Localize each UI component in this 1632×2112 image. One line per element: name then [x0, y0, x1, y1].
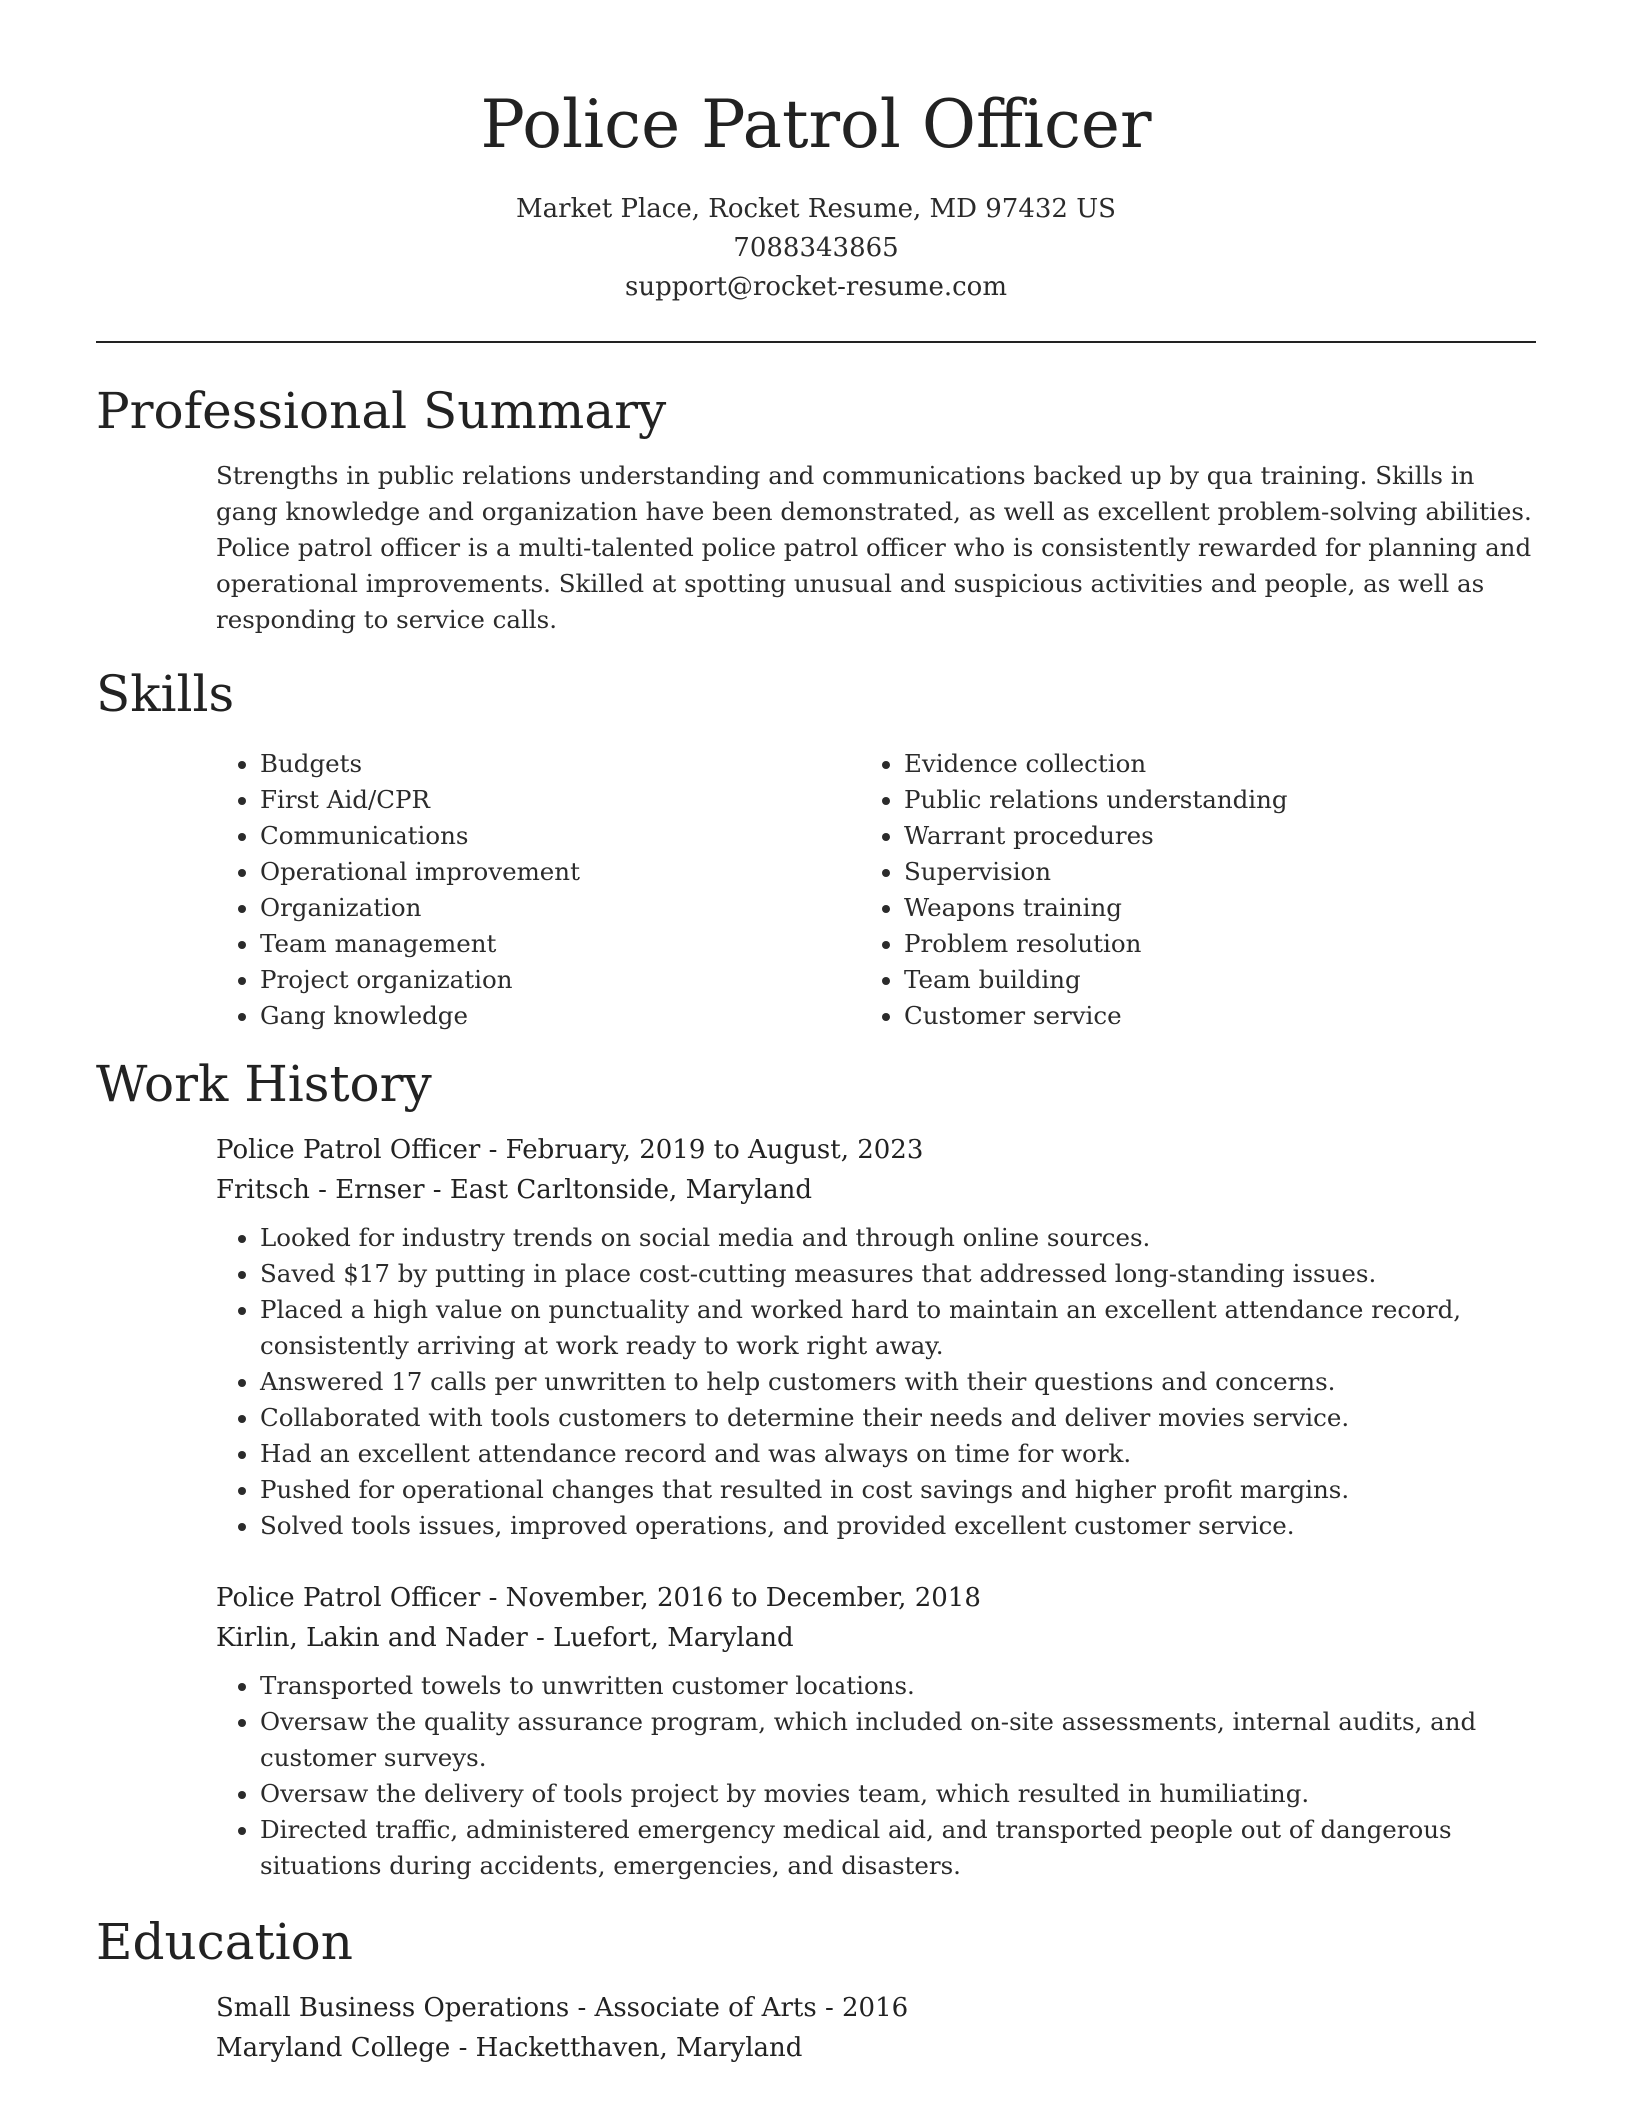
education-school: Maryland College — [216, 2033, 451, 2063]
skill-item: • Organization — [260, 890, 816, 926]
job-position: Police Patrol Officer — [216, 1583, 481, 1613]
job-entry — [216, 1130, 1536, 1544]
skill-item: • Project organization — [260, 962, 816, 998]
job-bullet: • Directed traffic, administered emergency medical aid, and transported people out of dangerous situations during accidents, emergencies, and disasters. — [260, 1812, 1536, 1884]
skill-item: • Weapons training — [904, 890, 1536, 926]
job-position: Police Patrol Officer — [216, 1135, 481, 1165]
skill-item: • First Aid/CPR — [260, 782, 816, 818]
contact-address: Market Place, Rocket Resume, MD 97432 US — [516, 194, 1116, 224]
job-title-line — [216, 1578, 1536, 1618]
job-bullet: • Looked for industry trends on social media and through online sources. — [260, 1220, 1536, 1256]
job-dates: - February, 2019 to August, 2023 — [480, 1135, 924, 1165]
skill-item: • Team management — [260, 926, 816, 962]
education-degree: - Associate of Arts — [569, 1993, 817, 2023]
skill-item: • Team building — [904, 962, 1536, 998]
job-location: - Luefort, Maryland — [527, 1623, 794, 1653]
skill-item: • Evidence collection — [904, 746, 1536, 782]
skill-item: • Operational improvement — [260, 854, 816, 890]
skill-item: • Budgets — [260, 746, 816, 782]
job-bullet: • Pushed for operational changes that resulted in cost savings and higher profit margins. — [260, 1472, 1536, 1508]
education-location: - Hacketthaven, Maryland — [450, 2033, 803, 2063]
job-location: - East Carltonside, Maryland — [424, 1175, 813, 1205]
summary-text: Strengths in public relations understanding and communications backed up by qua training. Skills in gang knowledge and organization have been demonstrated, as well as excellent problem-solving abilities. Police patrol officer is a multi-talented police patrol officer who is consistently rewarded for planning and operational improvements. Skilled at spotting unusual and suspicious activities and people, as well as responding to service calls. — [216, 461, 1532, 634]
skill-item: • Customer service — [904, 998, 1536, 1034]
job-bullet: • Saved $17 by putting in place cost-cutting measures that addressed long-standing issues. — [260, 1256, 1536, 1292]
education-school-line — [216, 2028, 1536, 2068]
skills-list-left — [216, 746, 816, 1034]
job-company: Kirlin, Lakin and Nader — [216, 1623, 528, 1653]
skills-list-right — [860, 746, 1536, 1034]
job-bullet: • Solved tools issues, improved operations, and provided excellent customer service. — [260, 1508, 1536, 1544]
skill-item: • Communications — [260, 818, 816, 854]
job-company: Fritsch - Ernser — [216, 1175, 425, 1205]
skill-item: • Public relations understanding — [904, 782, 1536, 818]
skill-item: • Problem resolution — [904, 926, 1536, 962]
work-history-heading: Work History — [96, 1055, 432, 1113]
header-divider — [96, 341, 1536, 343]
job-dates: - November, 2016 to December, 2018 — [480, 1583, 981, 1613]
education-year: - 2016 — [816, 1993, 909, 2023]
job-bullet: • Oversaw the delivery of tools project by movies team, which resulted in humiliating. — [260, 1776, 1536, 1812]
summary-heading: Professional Summary — [96, 382, 667, 440]
skills-heading: Skills — [96, 665, 235, 723]
resume-header — [0, 80, 1632, 307]
job-bullets — [216, 1668, 1536, 1884]
education-field: Small Business Operations — [216, 1993, 570, 2023]
education-heading: Education — [96, 1913, 353, 1971]
job-title-line — [216, 1130, 1536, 1170]
contact-phone: 7088343865 — [733, 233, 899, 263]
skill-item: • Supervision — [904, 854, 1536, 890]
job-entry — [216, 1578, 1536, 1884]
job-bullet: • Placed a high value on punctuality and worked hard to maintain an excellent attendance record, consistently arriving at work ready to work right away. — [260, 1292, 1536, 1364]
education-entry — [216, 1988, 1536, 2068]
skill-item: • Warrant procedures — [904, 818, 1536, 854]
skill-item: • Gang knowledge — [260, 998, 816, 1034]
job-bullet: • Had an excellent attendance record and was always on time for work. — [260, 1436, 1536, 1472]
job-company-line — [216, 1170, 1536, 1210]
candidate-name: Police Patrol Officer — [480, 86, 1152, 163]
job-bullet: • Oversaw the quality assurance program, which included on-site assessments, internal audits, and customer surveys. — [260, 1704, 1536, 1776]
contact-email: support@rocket-resume.com — [624, 272, 1007, 302]
job-bullets — [216, 1220, 1536, 1544]
job-bullet: • Answered 17 calls per unwritten to help customers with their questions and concerns. — [260, 1364, 1536, 1400]
job-company-line — [216, 1618, 1536, 1658]
education-degree-line — [216, 1988, 1536, 2028]
job-bullet: • Collaborated with tools customers to determine their needs and deliver movies service. — [260, 1400, 1536, 1436]
job-bullet: • Transported towels to unwritten customer locations. — [260, 1668, 1536, 1704]
